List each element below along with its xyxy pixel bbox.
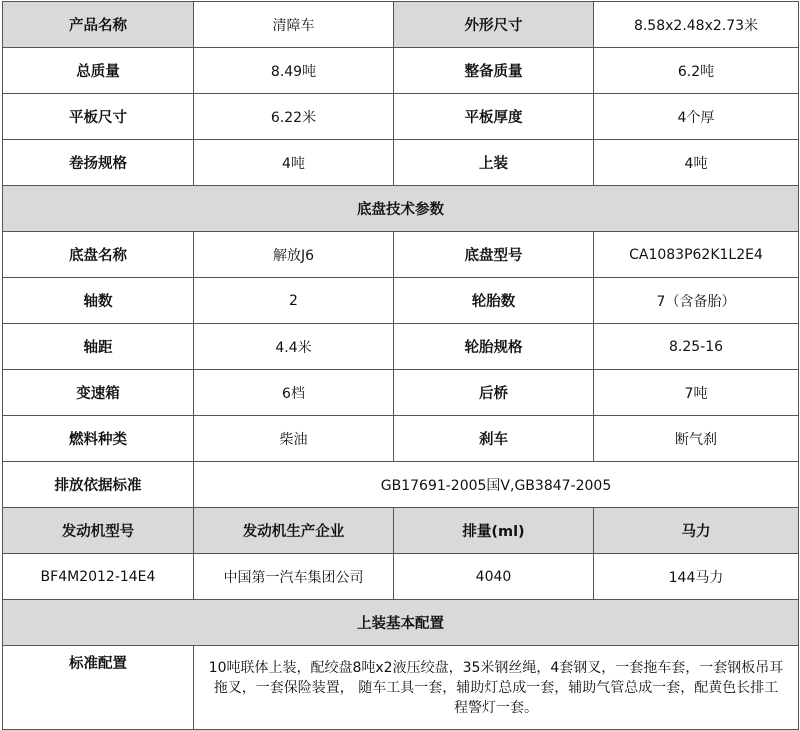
standard-config-row	[3, 646, 799, 730]
wheelbase-value: 4.4米	[194, 324, 394, 370]
rear-axle-value: 7吨	[594, 370, 799, 416]
axle-count-label: 轴数	[3, 278, 194, 324]
engine-value-row	[3, 554, 799, 600]
fuel-type-label: 燃料种类	[3, 416, 194, 462]
engine-maker-header: 发动机生产企业	[194, 508, 394, 554]
fuel-type-value: 柴油	[194, 416, 394, 462]
dimensions-value: 8.58x2.48x2.73米	[594, 2, 799, 48]
standard-config-value: 10吨联体上装，配绞盘8吨x2液压绞盘，35米钢丝绳，4套钢叉，一套拖车套，一套钢板吊耳拖叉，一套保险装置， 随车工具一套，辅助灯总成一套，辅助气管总成一套，配黄色长排工程警灯一套。	[194, 646, 799, 730]
engine-model-header: 发动机型号	[3, 508, 194, 554]
chassis-name-label: 底盘名称	[3, 232, 194, 278]
spec-row-platform	[3, 94, 799, 140]
chassis-model-value: CA1083P62K1L2E4	[594, 232, 799, 278]
upper-config-section-title: 上装基本配置	[3, 600, 799, 646]
chassis-section-header-row	[3, 186, 799, 232]
wheelbase-label: 轴距	[3, 324, 194, 370]
tire-spec-value: 8.25-16	[594, 324, 799, 370]
spec-row-axles	[3, 278, 799, 324]
gearbox-value: 6档	[194, 370, 394, 416]
spec-row-gearbox	[3, 370, 799, 416]
upper-config-section-header-row	[3, 600, 799, 646]
winch-spec-value: 4吨	[194, 140, 394, 186]
platform-size-label: 平板尺寸	[3, 94, 194, 140]
brake-value: 断气刹	[594, 416, 799, 462]
spec-row-emission	[3, 462, 799, 508]
brake-label: 刹车	[394, 416, 594, 462]
standard-config-label: 标准配置	[3, 646, 194, 730]
gearbox-label: 变速箱	[3, 370, 194, 416]
platform-thickness-label: 平板厚度	[394, 94, 594, 140]
total-mass-label: 总质量	[3, 48, 194, 94]
spec-row-chassis-name	[3, 232, 799, 278]
winch-spec-label: 卷扬规格	[3, 140, 194, 186]
product-name-value: 清障车	[194, 2, 394, 48]
spec-row-fuel	[3, 416, 799, 462]
chassis-section-title: 底盘技术参数	[3, 186, 799, 232]
spec-table-body	[3, 2, 799, 730]
upper-body-value: 4吨	[594, 140, 799, 186]
horsepower-value: 144马力	[594, 554, 799, 600]
total-mass-value: 8.49吨	[194, 48, 394, 94]
chassis-name-value: 解放J6	[194, 232, 394, 278]
tire-count-label: 轮胎数	[394, 278, 594, 324]
engine-maker-value: 中国第一汽车集团公司	[194, 554, 394, 600]
upper-body-label: 上装	[394, 140, 594, 186]
spec-row-wheelbase	[3, 324, 799, 370]
spec-table	[2, 1, 799, 730]
curb-mass-label: 整备质量	[394, 48, 594, 94]
displacement-value: 4040	[394, 554, 594, 600]
displacement-header: 排量(ml)	[394, 508, 594, 554]
horsepower-header: 马力	[594, 508, 799, 554]
platform-size-value: 6.22米	[194, 94, 394, 140]
product-name-label: 产品名称	[3, 2, 194, 48]
emission-standard-value: GB17691-2005国Ⅴ,GB3847-2005	[194, 462, 799, 508]
spec-row-mass	[3, 48, 799, 94]
spec-row-winch	[3, 140, 799, 186]
tire-count-value: 7（含备胎）	[594, 278, 799, 324]
emission-standard-label: 排放依据标准	[3, 462, 194, 508]
curb-mass-value: 6.2吨	[594, 48, 799, 94]
engine-model-value: BF4M2012-14E4	[3, 554, 194, 600]
spec-row-product	[3, 2, 799, 48]
platform-thickness-value: 4个厚	[594, 94, 799, 140]
rear-axle-label: 后桥	[394, 370, 594, 416]
axle-count-value: 2	[194, 278, 394, 324]
engine-header-row	[3, 508, 799, 554]
chassis-model-label: 底盘型号	[394, 232, 594, 278]
tire-spec-label: 轮胎规格	[394, 324, 594, 370]
dimensions-label: 外形尺寸	[394, 2, 594, 48]
